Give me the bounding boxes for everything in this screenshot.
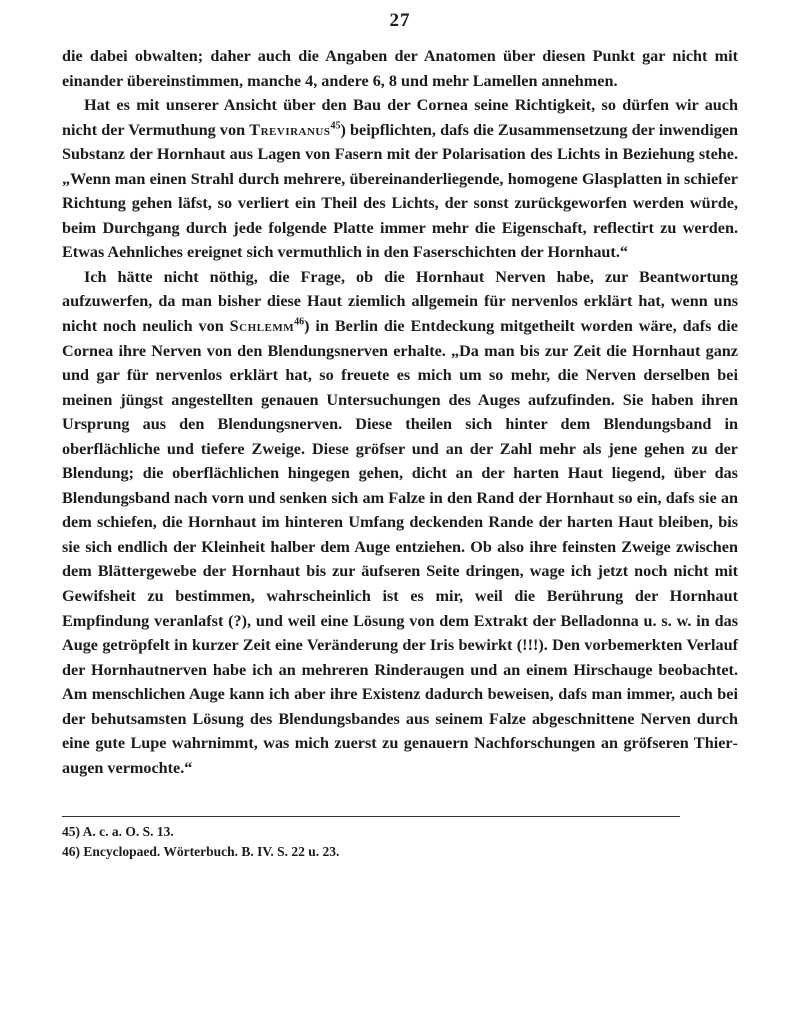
page-number: 27 <box>389 10 411 31</box>
footnote-46: 46) Encyclopaed. Wörterbuch. B. IV. S. 22 u. 23. <box>62 844 340 859</box>
paragraph-2 <box>62 93 738 265</box>
footnote-ref-46: 46 <box>294 316 305 328</box>
author-name-treviranus: Treviranus <box>249 120 331 139</box>
footnotes <box>62 822 738 862</box>
footnote-divider <box>62 816 680 817</box>
paragraph-2-text-before: Hat es mit unserer Ansicht über den Bau der Cornea seine Richtigkeit, so dürfen wir auch nicht der Vermuthung von <box>62 96 738 139</box>
paragraph-2-text-after: ) beipflichten, dafs die Zusammensetzung der inwendigen Substanz der Hornhaut aus Lagen von Fasern mit der Polarisation des Lichts in Beziehung stehe. „Wenn man einen Strahl durch mehrere, übereinanderliegende, homogene Glasplatten in schiefer Richtung gehen läfst, so verliert ein Theil des Lichts, der sonst zurückgeworfen werden würde, beim Durchgang durch jede folgende Platte immer mehr die Eigenschaft, reflectirt zu werden. Etwas Aehnliches ereignet sich vermuthlich in den Faserschichten der Hornhaut.“ <box>62 120 739 262</box>
paragraph-3-text-before: Ich hätte nicht nöthig, die Frage, ob die Hornhaut Nerven habe, zur Beantwortung aufzuwerfen, da man bisher diese Haut ziemlich allgemein für nervenlos erklärt hat, wenn uns nicht noch neulich von <box>62 267 738 336</box>
body-text <box>62 44 738 780</box>
paragraph-3-text-after: ) in Berlin die Entdeckung mitgetheilt worden wäre, dafs die Cornea ihre Nerven von den Blendungsnerven erhalte. „Da man bis zur Zeit die Hornhaut ganz und gar für nervenlos erklärt hat, so freuete es mich um so mehr, die Nerven derselben bei meinen jüngst angestellten genauen Untersuchungen des Auges aufzufinden. Sie haben ihren Ursprung aus den Blendungsnerven. Diese theilen sich hinter dem Blendungsband in oberflächliche und tiefere Zweige. Diese gröfser und an der Zahl mehr als jene gehen zu der Blendung; die oberflächlichen hingegen gehen, dicht an der harten Haut liegend, über das Blendungsband nach vorn und senken sich am Falze in den Rand der Hornhaut so ein, dafs sie an dem schiefen, die Hornhaut im hinteren Umfang deckenden Rande der harten Haut bleiben, bis sie sich endlich der Kleinheit halber dem Auge entziehen. Ob also ihre feinsten Zweige zwischen dem Blättergewebe der Hornhaut bis zur äufseren Seite dringen, wage ich jetzt noch nicht mit Gewifsheit zu bestimmen, wahrscheinlich ist es mir, weil die Berührung der Hornhaut Empfindung veranlafst (?), und weil eine Lösung von dem Extrakt der Belladonna u. s. w. in das Auge getröpfelt in kurzer Zeit eine Veränderung der Iris bewirkt (!!!). Den vorbemerkten Verlauf der Hornhautnerven habe ich an mehreren Rinderaugen und an einem Hirschauge beobachtet. Am menschlichen Auge kann ich aber ihre Existenz dadurch beweisen, dafs man immer, auch bei der behutsamsten Lösung des Blendungsbandes aus seinem Falze abgeschnittene Nerven durch eine gute Lupe wahrnimmt, was mich zuerst zu genauern Nachforschungen an gröfseren Thieraugen vermochte.“ <box>62 317 738 777</box>
paragraph-1: die dabei obwalten; daher auch die Angaben der Anatomen über diesen Punkt gar nicht mit einander übereinstimmen, manche 4, andere 6, 8 und mehr Lamellen annehmen. <box>62 47 738 90</box>
paragraph-3 <box>62 265 738 780</box>
footnote-ref-45: 45 <box>330 120 341 132</box>
footnote-45: 45) A. c. a. O. S. 13. <box>62 824 174 839</box>
author-name-schlemm: Schlemm <box>229 317 295 336</box>
